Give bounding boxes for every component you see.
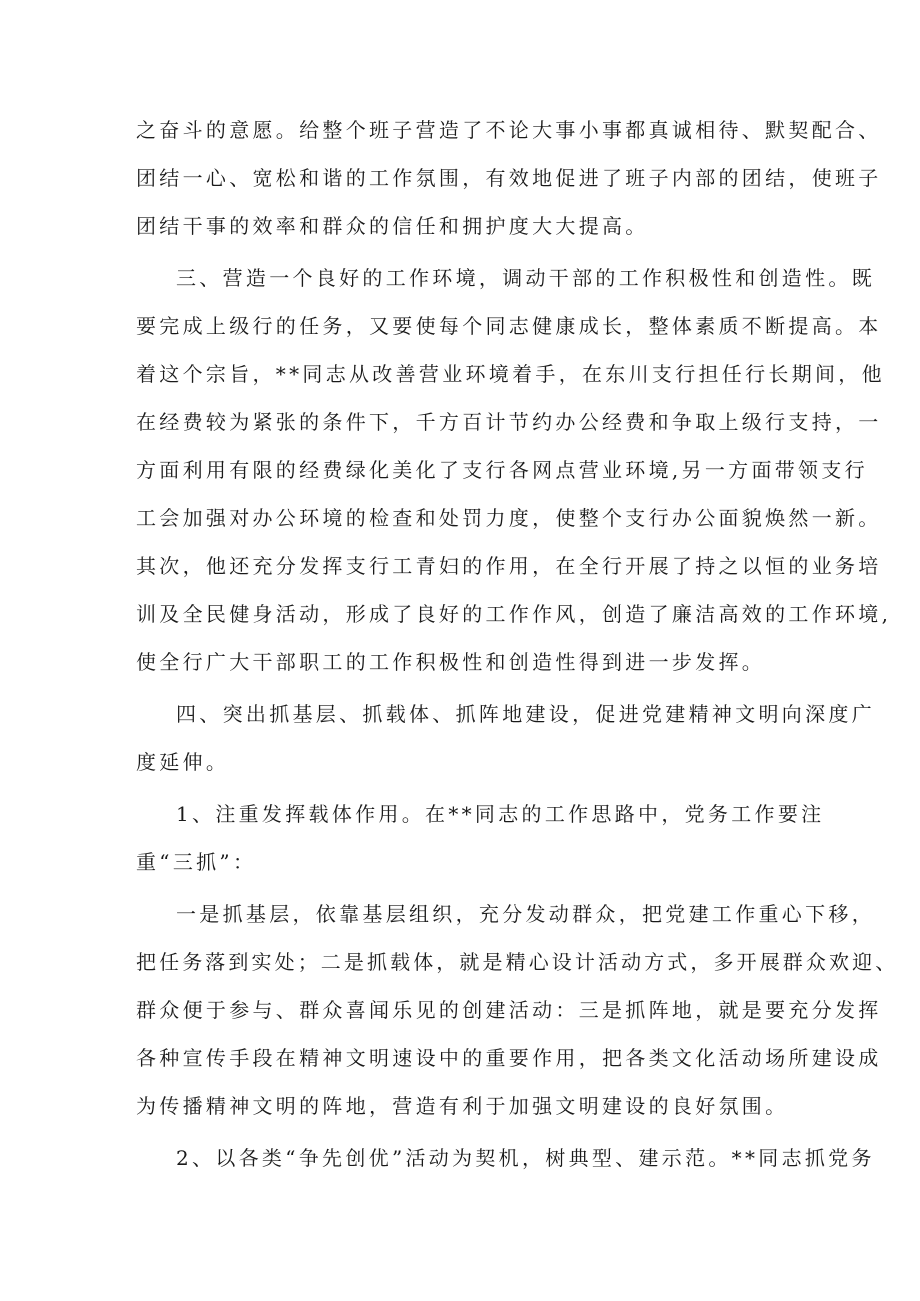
text-line: 度延伸。 (136, 750, 230, 774)
subsection-heading: 2、以各类“争先创优”活动为契机，树典型、建示范。**同志抓党务 (176, 1146, 875, 1170)
text-line: 群众便于参与、群众喜闻乐见的创建活动：三是抓阵地，就是要充分发挥 (136, 998, 882, 1022)
text-line: 把任务落到实处；二是抓载体，就是精心设计活动方式，多开展群众欢迎、 (136, 950, 899, 974)
text-line: 重“三抓”： (136, 850, 257, 874)
text-line: 着这个宗旨，**同志从改善营业环境着手，在东川支行担任行长期间，他 (136, 362, 885, 386)
text-line: 各种宣传手段在精神文明速设中的重要作用，把各类文化活动场所建设成 (136, 1046, 882, 1070)
text-line: 之奋斗的意愿。给整个班子营造了不论大事小事都真诚相待、默契配合、 (136, 118, 882, 142)
text-line: 为传播精神文明的阵地，营造有利于加强文明建设的良好氛围。 (136, 1094, 789, 1118)
text-line: 团结干事的效率和群众的信任和拥护度大大提高。 (136, 214, 649, 238)
text-line: 要完成上级行的任务，又要使每个同志健康成长，整体素质不断提高。本 (136, 314, 882, 338)
text-line: 方面利用有限的经费绿化美化了支行各网点营业环境,另一方面带领支行 (136, 458, 868, 482)
text-line: 训及全民健身活动，形成了良好的工作作风，创造了廉洁高效的工作环境, (136, 602, 892, 626)
section-heading: 三、营造一个良好的工作环境，调动干部的工作积极性和创造性。既 (176, 266, 875, 290)
text-line: 其次，他还充分发挥支行工青妇的作用，在全行开展了持之以恒的业务培 (136, 554, 882, 578)
text-line: 在经费较为紧张的条件下，千方百计节约办公经费和争取上级行支持，一 (136, 410, 882, 434)
text-line: 工会加强对办公环境的检查和处罚力度，使整个支行办公面貌焕然一新。 (136, 506, 882, 530)
subsection-heading: 1、注重发挥载体作用。在**同志的工作思路中，党务工作要注 (176, 802, 825, 826)
text-line: 团结一心、宽松和谐的工作氛围，有效地促进了班子内部的团结，使班子 (136, 166, 882, 190)
text-line: 一是抓基层，依靠基层组织，充分发动群众，把党建工作重心下移， (176, 902, 875, 926)
section-heading: 四、突出抓基层、抓载体、抓阵地建设，促进党建精神文明向深度广 (176, 702, 875, 726)
text-line: 使全行广大干部职工的工作积极性和创造性得到进一步发挥。 (136, 650, 766, 674)
